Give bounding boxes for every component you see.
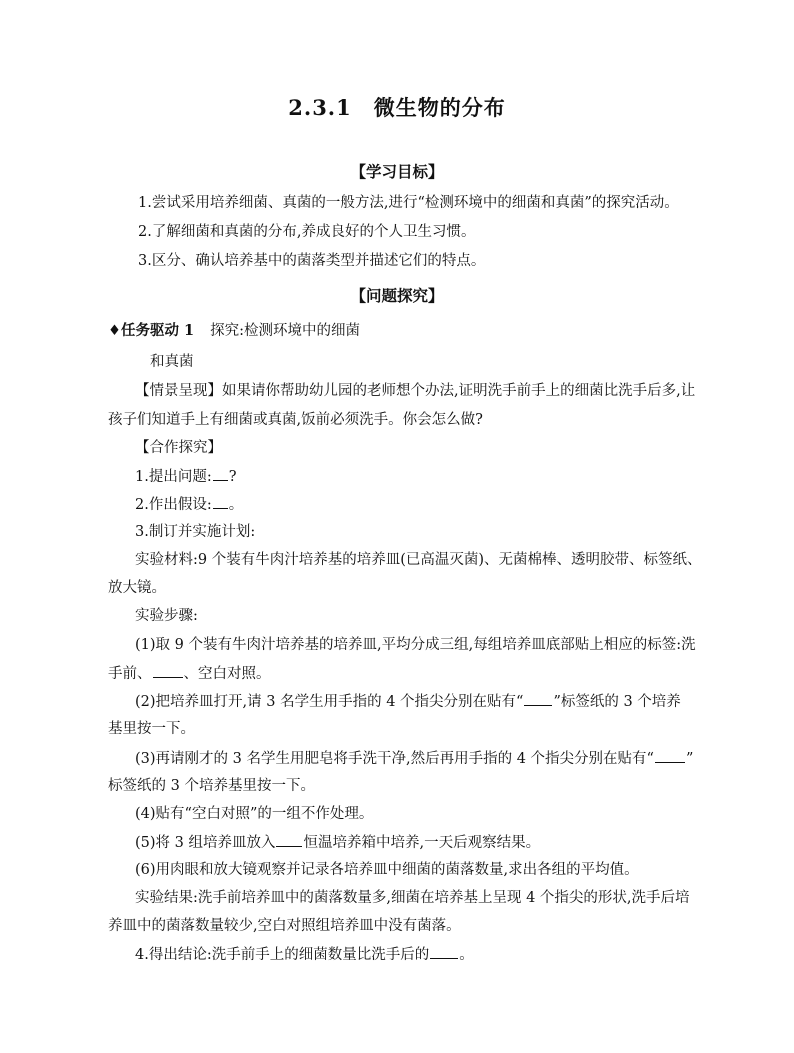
question-3: 3.制订并实施计划: bbox=[135, 524, 256, 540]
step-2-line-1 bbox=[135, 691, 681, 712]
step-4: (4)贴有“空白对照”的一组不作处理。 bbox=[135, 806, 374, 822]
step-3-text-a: (3)再请刚才的 3 名学生用肥皂将手洗干净,然后再用手指的 4 个指尖分别在贴有“ bbox=[135, 751, 654, 767]
step-3-line-2: 标签纸的 3 个培养基里按一下。 bbox=[108, 778, 315, 794]
step-1-line-1: (1)取 9 个装有牛肉汁培养基的培养皿,平均分成三组,每组培养皿底部贴上相应的标签:洗 bbox=[135, 637, 696, 653]
question-2-text: 2.作出假设: bbox=[135, 497, 212, 513]
question-4-blank[interactable] bbox=[430, 944, 458, 959]
steps-heading: 实验步骤: bbox=[135, 608, 198, 624]
scenario-line-2: 孩子们知道手上有细菌或真菌,饭前必须洗手。你会怎么做? bbox=[108, 412, 483, 428]
materials-line-2: 放大镜。 bbox=[108, 580, 166, 596]
materials-line-1: 实验材料:9 个装有牛肉汁培养基的培养皿(已高温灭菌)、无菌棉棒、透明胶带、标签纸、 bbox=[135, 552, 702, 568]
result-line-1: 实验结果:洗手前培养皿中的菌落数量多,细菌在培养基上呈现 4 个指尖的形状,洗手后培 bbox=[135, 890, 690, 906]
task-line bbox=[108, 321, 360, 341]
step-3-blank[interactable] bbox=[655, 748, 685, 763]
step-5-text-b: 恒温培养箱中培养,一天后观察结果。 bbox=[303, 835, 541, 851]
scenario-line-1: 【情景呈现】如果请你帮助幼儿园的老师想个办法,证明洗手前手上的细菌比洗手后多,让 bbox=[135, 383, 696, 399]
step-3-line-1 bbox=[135, 748, 693, 769]
cooperation-heading: 【合作探究】 bbox=[135, 440, 222, 456]
result-line-2: 养皿中的菌落数量较少,空白对照组培养皿中没有菌落。 bbox=[108, 918, 461, 934]
task-continuation: 和真菌 bbox=[150, 354, 194, 370]
step-6: (6)用肉眼和放大镜观察并记录各培养皿中细菌的菌落数量,求出各组的平均值。 bbox=[135, 862, 639, 878]
step-1-blank[interactable] bbox=[153, 663, 183, 678]
question-4-suffix: 。 bbox=[459, 947, 474, 963]
objectives-heading: 【学习目标】 bbox=[350, 162, 444, 181]
question-4 bbox=[135, 944, 474, 965]
question-1 bbox=[135, 466, 237, 487]
objective-3: 3.区分、确认培养基中的菌落类型并描述它们的特点。 bbox=[138, 253, 486, 269]
question-2-blank[interactable] bbox=[213, 494, 228, 509]
step-1-text-a: 手前、 bbox=[108, 666, 152, 682]
question-2 bbox=[135, 494, 243, 515]
step-1-line-2 bbox=[108, 663, 271, 684]
question-1-blank[interactable] bbox=[213, 466, 228, 481]
question-1-suffix: ? bbox=[228, 469, 237, 485]
step-3-text-b: ” bbox=[685, 751, 694, 767]
step-2-line-2: 基里按一下。 bbox=[108, 721, 195, 737]
step-2-blank[interactable] bbox=[524, 691, 552, 706]
objective-2: 2.了解细菌和真菌的分布,养成良好的个人卫生习惯。 bbox=[138, 224, 476, 240]
step-2-text-a: (2)把培养皿打开,请 3 名学生用手指的 4 个指尖分别在贴有“ bbox=[135, 694, 524, 710]
question-4-text: 4.得出结论:洗手前手上的细菌数量比洗手后的 bbox=[135, 947, 430, 963]
question-2-suffix: 。 bbox=[228, 497, 244, 513]
step-2-text-b: ”标签纸的 3 个培养 bbox=[553, 694, 681, 710]
objective-1: 1.尝试采用培养细菌、真菌的一般方法,进行“检测环境中的细菌和真菌”的探究活动。 bbox=[138, 195, 679, 211]
inquiry-heading: 【问题探究】 bbox=[350, 286, 444, 305]
page-title: 2.3.1 微生物的分布 bbox=[288, 95, 506, 120]
step-5-text-a: (5)将 3 组培养皿放入 bbox=[135, 835, 276, 851]
step-5-blank[interactable] bbox=[276, 832, 302, 847]
question-1-text: 1.提出问题: bbox=[135, 469, 212, 485]
step-1-text-b: 、空白对照。 bbox=[183, 666, 271, 682]
step-5 bbox=[135, 832, 540, 853]
task-text: 探究:检测环境中的细菌 bbox=[210, 323, 361, 339]
task-prefix: ♦任务驱动 1 bbox=[108, 322, 195, 339]
